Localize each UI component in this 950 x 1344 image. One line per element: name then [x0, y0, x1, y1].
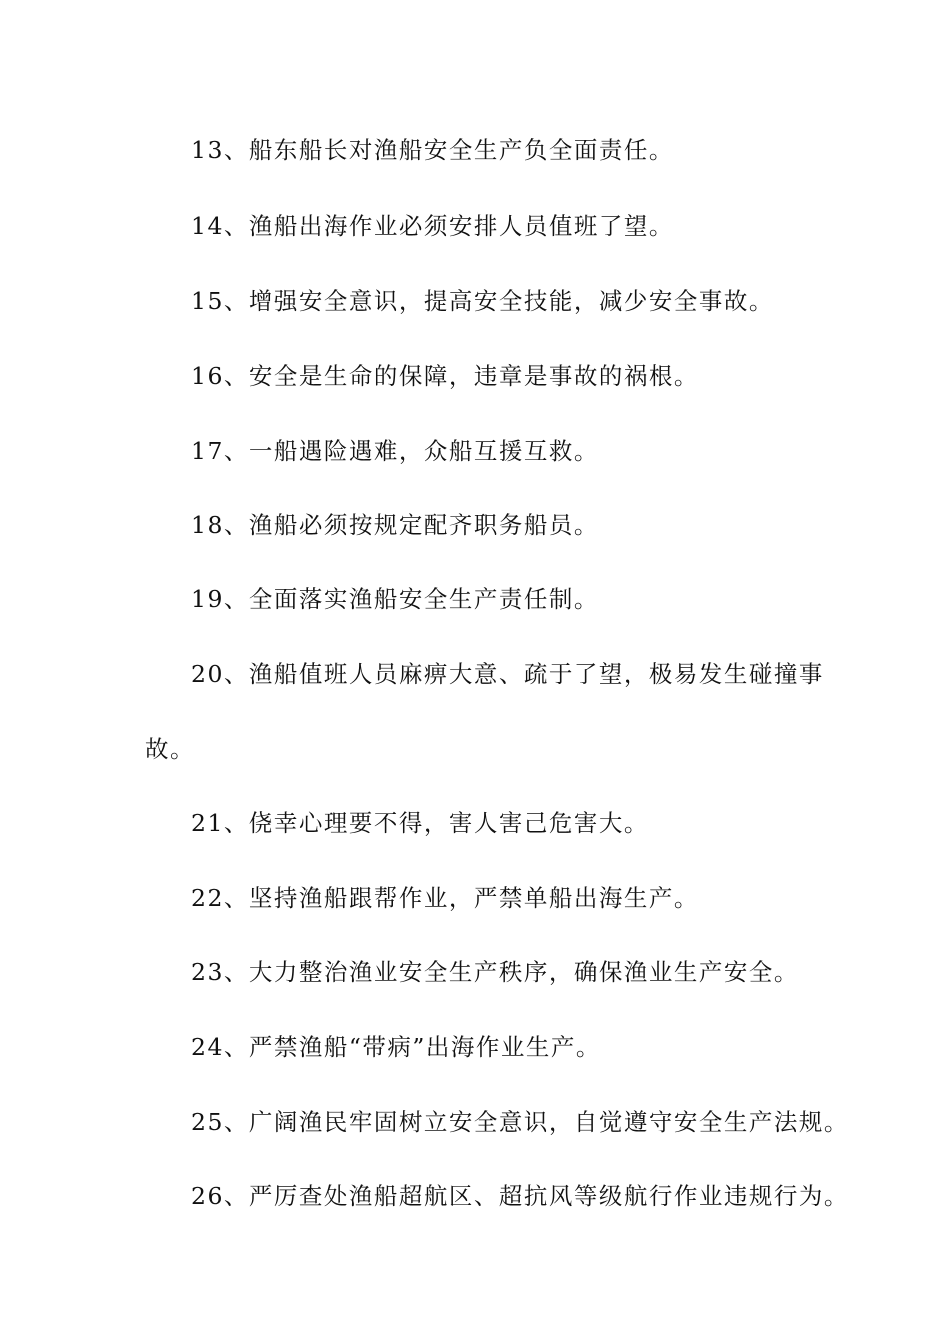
- paragraph-14: 14、渔船出海作业必须安排人员值班了望。: [191, 212, 674, 240]
- paragraph-24: 24、严禁渔船“带病”出海作业生产。: [191, 1033, 601, 1061]
- paragraph-16: 16、安全是生命的保障，违章是事故的祸根。: [191, 362, 699, 390]
- paragraph-20-continuation: 故。: [145, 735, 195, 763]
- paragraph-19: 19、全面落实渔船安全生产责任制。: [191, 585, 599, 613]
- paragraph-15: 15、增强安全意识，提高安全技能，减少安全事故。: [191, 287, 774, 315]
- paragraph-25: 25、广阔渔民牢固树立安全意识，自觉遵守安全生产法规。: [191, 1108, 849, 1136]
- paragraph-13: 13、船东船长对渔船安全生产负全面责任。: [191, 136, 674, 164]
- paragraph-17: 17、一船遇险遇难，众船互援互救。: [191, 437, 599, 465]
- paragraph-23: 23、大力整治渔业安全生产秩序，确保渔业生产安全。: [191, 958, 799, 986]
- paragraph-26: 26、严厉查处渔船超航区、超抗风等级航行作业违规行为。: [191, 1182, 849, 1210]
- paragraph-20: 20、渔船值班人员麻痹大意、疏于了望，极易发生碰撞事: [191, 660, 824, 688]
- paragraph-22: 22、坚持渔船跟帮作业，严禁单船出海生产。: [191, 884, 699, 912]
- paragraph-18: 18、渔船必须按规定配齐职务船员。: [191, 511, 599, 539]
- paragraph-21: 21、侥幸心理要不得，害人害己危害大。: [191, 809, 649, 837]
